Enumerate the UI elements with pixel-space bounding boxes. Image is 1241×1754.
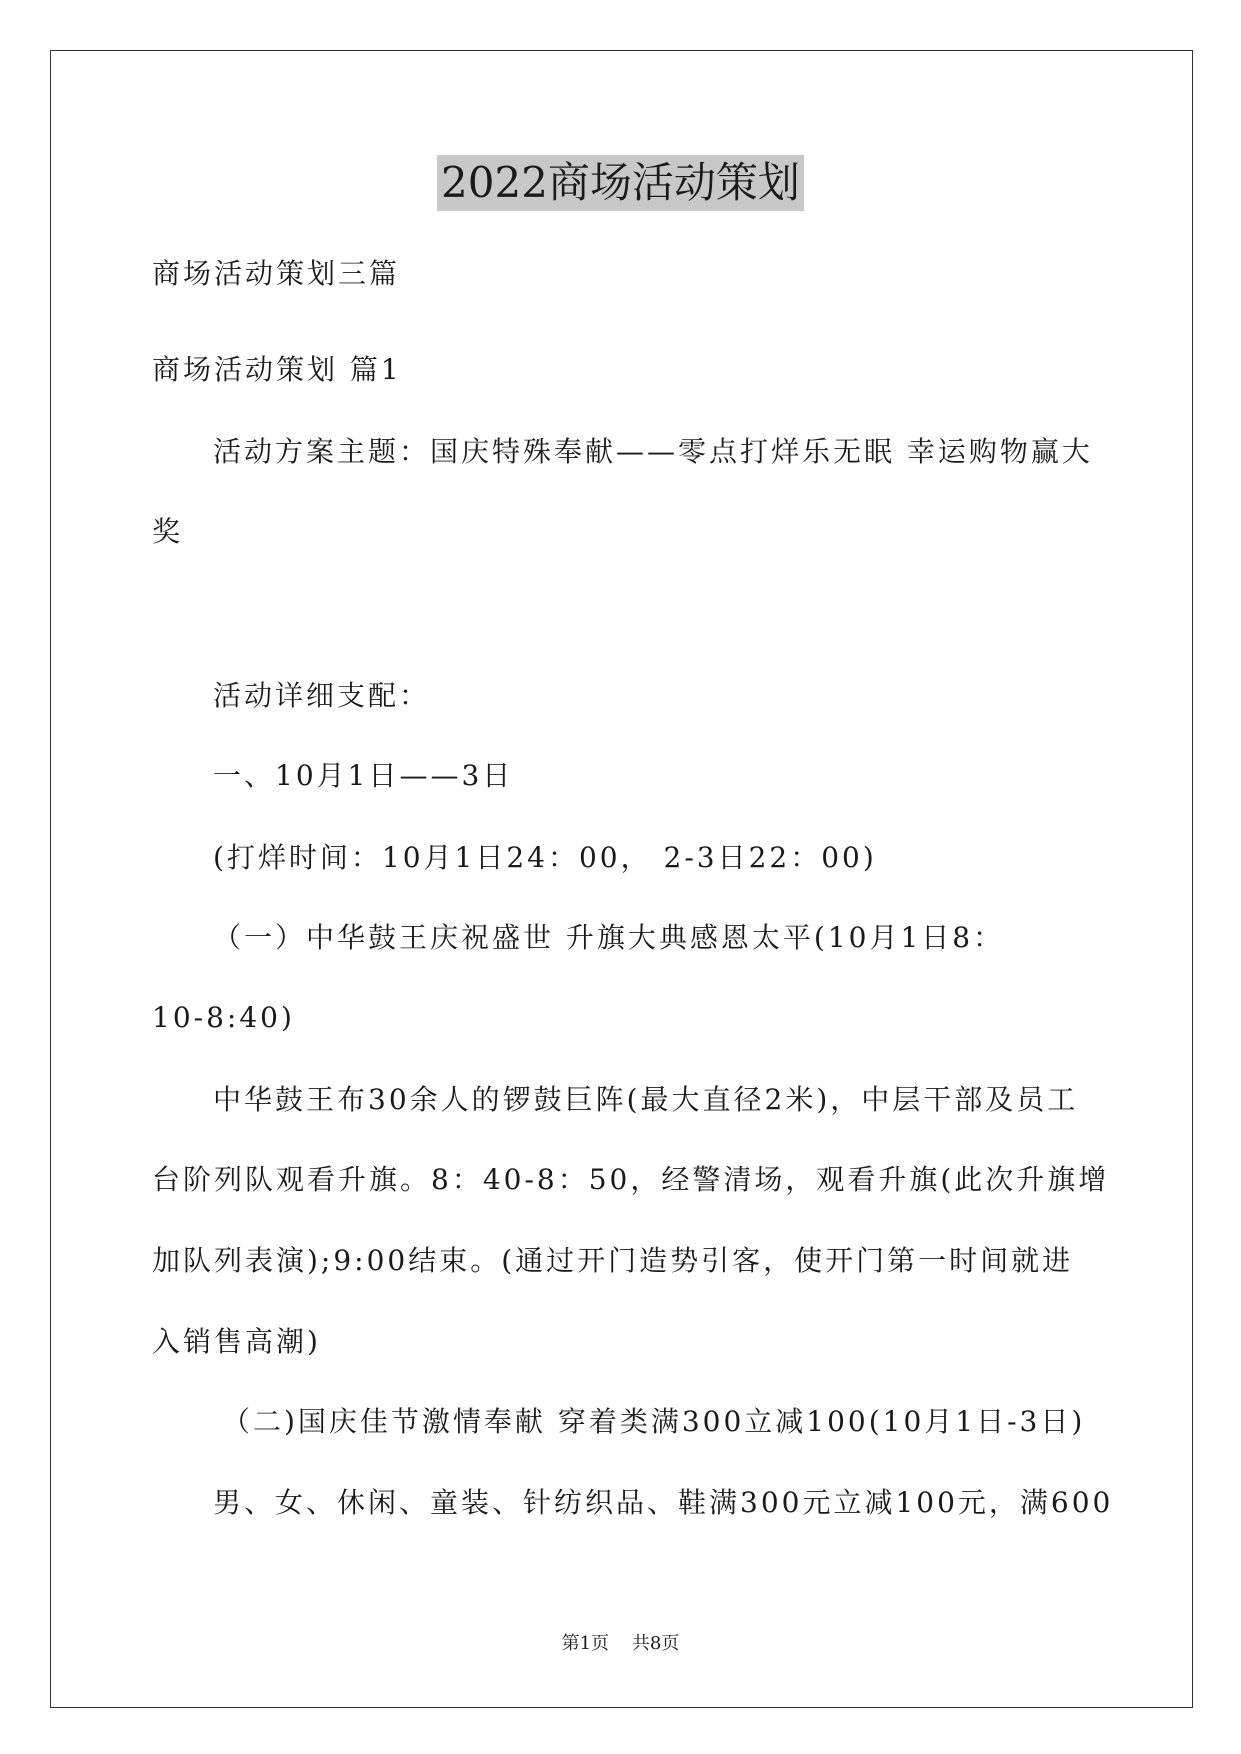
section-heading: 商场活动策划 篇1 <box>152 353 402 386</box>
paragraph-line: （二)国庆佳节激情奉献 穿着类满300立减100(10月1日-3日) <box>222 1405 1086 1438</box>
paragraph-line: 加队列表演);9:00结束。(通过开门造势引客，使开门第一时间就进 <box>152 1244 1074 1277</box>
paragraph-line: 10-8:40) <box>152 1001 295 1034</box>
paragraph-line: 奖 <box>152 515 184 548</box>
paragraph-line: 台阶列队观看升旗。8：40-8：50，经警清场，观看升旗(此次升旗增 <box>152 1163 1110 1196</box>
paragraph-line: 活动详细支配： <box>213 679 431 712</box>
document-title[interactable]: 2022商场活动策划 <box>437 155 804 211</box>
paragraph-line: 一、10月1日——3日 <box>213 759 514 792</box>
title-container <box>0 155 1241 211</box>
subtitle-line: 商场活动策划三篇 <box>152 257 401 290</box>
paragraph-line: （一）中华鼓王庆祝盛世 升旗大典感恩太平(10月1日8： <box>213 921 1005 954</box>
paragraph-line: 入销售高潮) <box>152 1325 321 1358</box>
paragraph-line: 活动方案主题：国庆特殊奉献——零点打烊乐无眠 幸运购物赢大 <box>213 435 1093 468</box>
paragraph-line: (打烊时间：10月1日24：00， 2-3日22：00) <box>213 841 877 874</box>
page-border <box>50 50 1193 1708</box>
paragraph-line: 男、女、休闲、童装、针纺织品、鞋满300元立减100元，满600 <box>213 1486 1114 1519</box>
paragraph-line: 中华鼓王布30余人的锣鼓巨阵(最大直径2米)，中层干部及员工 <box>213 1083 1079 1116</box>
page-footer: 第1页 共8页 <box>561 1633 680 1654</box>
